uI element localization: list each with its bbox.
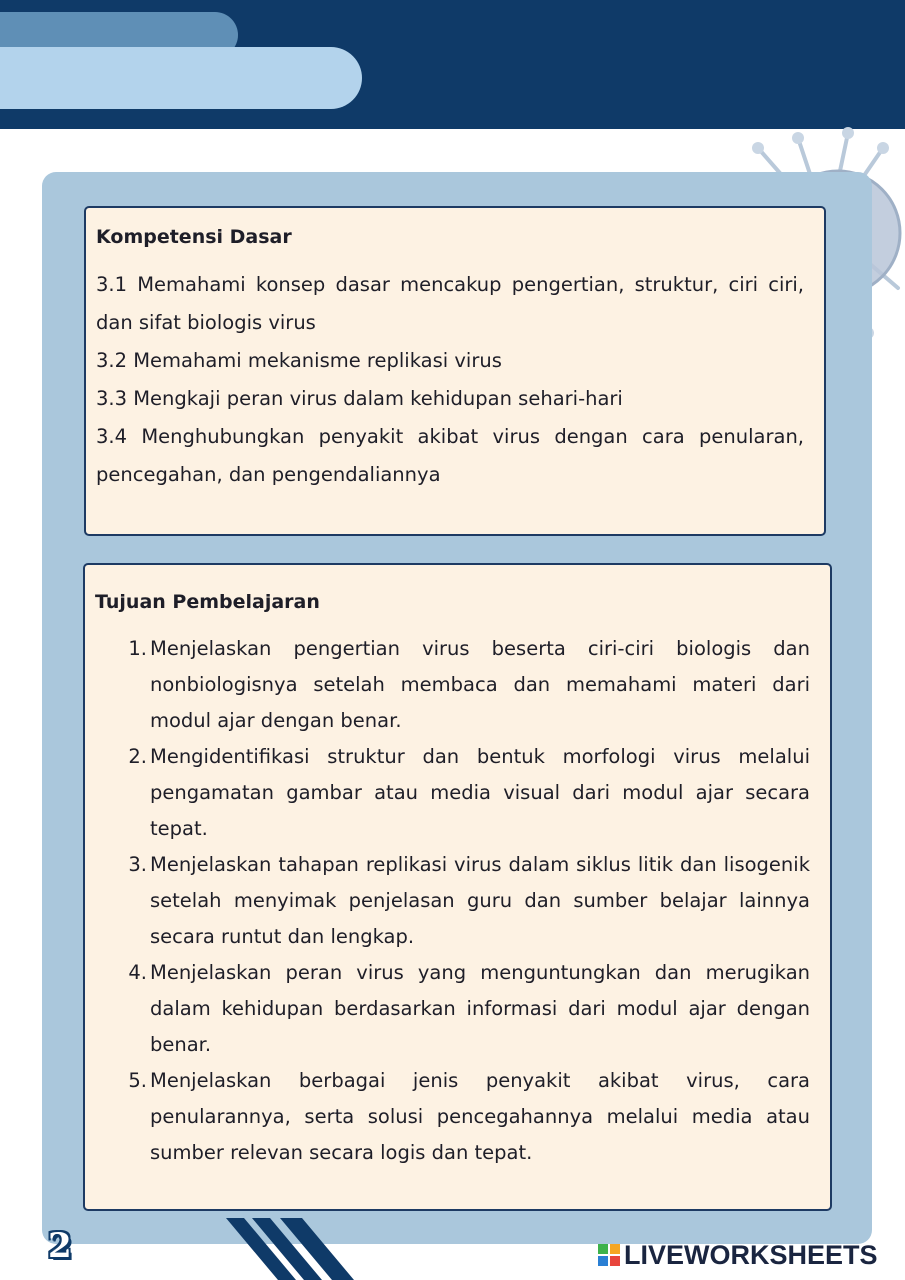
objective-text: Menjelaskan tahapan replikasi virus dalam siklus litik dan lisogenik setelah menyimak penjelasan guru dan sumber belajar lainnya secara runtut dan lengkap. xyxy=(150,853,810,948)
kd-item: 3.3 Mengkaji peran virus dalam kehidupan sehari-hari xyxy=(96,387,623,410)
objectives-list xyxy=(95,631,810,1171)
kompetensi-dasar-title: Kompetensi Dasar xyxy=(96,226,292,248)
header-pill-light xyxy=(0,47,362,109)
page-number: 2 xyxy=(48,1226,72,1266)
objective-number: 4. xyxy=(128,961,147,984)
objective-item xyxy=(95,631,810,739)
kompetensi-dasar-card xyxy=(84,206,826,536)
tujuan-pembelajaran-title: Tujuan Pembelajaran xyxy=(95,591,320,613)
objective-text: Menjelaskan pengertian virus beserta ciri-ciri biologis dan nonbiologisnya setelah membaca dan memahami materi dari modul ajar dengan benar. xyxy=(150,637,810,732)
kd-item: 3.2 Memahami mekanisme replikasi virus xyxy=(96,349,502,372)
kd-item: 3.4 Menghubungkan penyakit akibat virus dengan cara penularan, pencegahan, dan pengendaliannya xyxy=(96,425,804,486)
objective-item xyxy=(95,1063,810,1171)
objective-number: 1. xyxy=(128,637,147,660)
objective-item xyxy=(95,739,810,847)
objective-text: Menjelaskan berbagai jenis penyakit akibat virus, cara penularannya, serta solusi pencegahannya melalui media atau sumber relevan secara logis dan tepat. xyxy=(150,1069,810,1164)
objective-item xyxy=(95,955,810,1063)
kd-item: 3.1 Memahami konsep dasar mencakup pengertian, struktur, ciri ciri, dan sifat biologis virus xyxy=(96,273,804,334)
objective-text: Menjelaskan peran virus yang menguntungkan dan merugikan dalam kehidupan berdasarkan informasi dari modul ajar dengan benar. xyxy=(150,961,810,1056)
objective-item xyxy=(95,847,810,955)
liveworksheets-logo-icon xyxy=(598,1244,620,1266)
tujuan-pembelajaran-card xyxy=(83,563,832,1211)
objective-number: 5. xyxy=(128,1069,147,1092)
objective-number: 2. xyxy=(128,745,147,768)
decorative-stripes xyxy=(226,1218,356,1280)
liveworksheets-watermark xyxy=(598,1240,878,1270)
liveworksheets-brand: LIVEWORKSHEETS xyxy=(624,1239,878,1270)
objective-text: Mengidentifikasi struktur dan bentuk morfologi virus melalui pengamatan gambar atau media visual dari modul ajar secara tepat. xyxy=(150,745,810,840)
objective-number: 3. xyxy=(128,853,147,876)
